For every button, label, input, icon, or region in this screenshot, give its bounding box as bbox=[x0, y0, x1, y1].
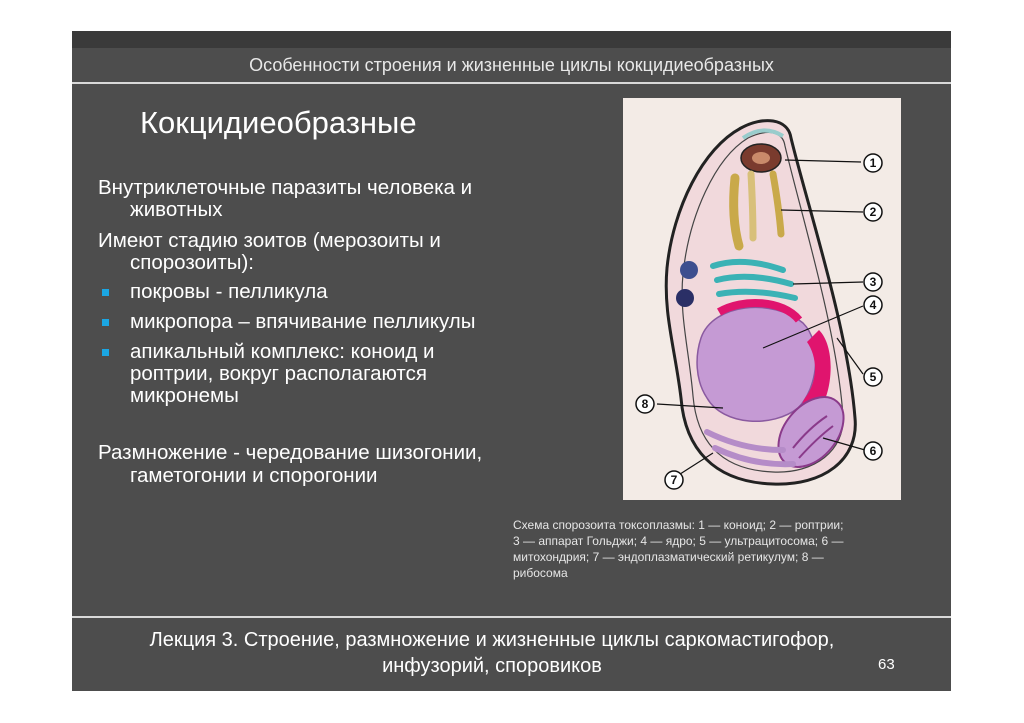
bullet-marker bbox=[102, 349, 109, 356]
bullet-marker bbox=[102, 319, 109, 326]
footer-line1: Лекция 3. Строение, размножение и жизненные циклы саркомастигофор, bbox=[149, 629, 835, 651]
bullet-2-line1: микропора – впячивание пелликулы bbox=[130, 310, 476, 333]
figure-label-8: 8 bbox=[641, 397, 649, 411]
para2-line2: спорозоиты): bbox=[130, 251, 254, 274]
slide bbox=[72, 31, 951, 691]
caption-line: рибосома bbox=[513, 566, 568, 580]
page-number: 63 bbox=[878, 656, 895, 673]
para1-line1: Внутриклеточные паразиты человека и bbox=[98, 176, 473, 199]
figure-label-5: 5 bbox=[869, 370, 877, 384]
figure-caption bbox=[513, 517, 933, 581]
bullet-1-line1: покровы - пелликула bbox=[130, 280, 328, 303]
caption-line: митохондрия; 7 — эндоплазматический ретикулум; 8 — bbox=[513, 550, 824, 564]
footer-line2: инфузорий, споровиков bbox=[382, 655, 602, 677]
figure-label-4: 4 bbox=[869, 298, 877, 312]
para1-line2: животных bbox=[130, 198, 223, 221]
para3-line2: гаметогонии и спорогонии bbox=[130, 464, 378, 487]
slide-title: Особенности строения и жизненные циклы кокцидиеобразных bbox=[249, 54, 774, 75]
callout-line bbox=[677, 453, 713, 476]
caption-line: 3 — аппарат Гольджи; 4 — ядро; 5 — ультрацитосома; 6 — bbox=[513, 534, 844, 548]
bullet-3-line3: микронемы bbox=[130, 384, 239, 407]
bullet-marker bbox=[102, 289, 109, 296]
para3-line1: Размножение - чередование шизогонии, bbox=[98, 441, 483, 464]
figure-label-1: 1 bbox=[869, 156, 877, 170]
lecture-footer bbox=[92, 627, 892, 679]
slide-title-bar bbox=[72, 48, 951, 84]
rhoptry bbox=[751, 174, 753, 238]
figure-label-6: 6 bbox=[869, 444, 877, 458]
figure-label-2: 2 bbox=[869, 205, 877, 219]
bullet-3-line2: роптрии, вокруг располагаются bbox=[130, 362, 427, 385]
section-heading: Кокцидиеобразные bbox=[140, 105, 417, 140]
dense-granule bbox=[680, 261, 698, 279]
figure-label-3: 3 bbox=[869, 275, 877, 289]
toxoplasma-diagram-svg bbox=[623, 98, 901, 500]
footer-divider bbox=[72, 616, 951, 618]
rhoptry bbox=[734, 178, 739, 246]
para2-line1: Имеют стадию зоитов (мерозоиты и bbox=[98, 229, 441, 252]
bullet-3-line1: апикальный комплекс: коноид и bbox=[130, 340, 435, 363]
dense-granule bbox=[676, 289, 694, 307]
slide-top-band bbox=[72, 31, 951, 48]
figure-label-7: 7 bbox=[670, 473, 678, 487]
toxoplasma-diagram bbox=[623, 98, 901, 500]
nucleus bbox=[697, 307, 816, 421]
conoid-core bbox=[752, 152, 770, 164]
caption-line: Схема спорозоита токсоплазмы: 1 — коноид; 2 — роптрии; bbox=[513, 518, 844, 532]
